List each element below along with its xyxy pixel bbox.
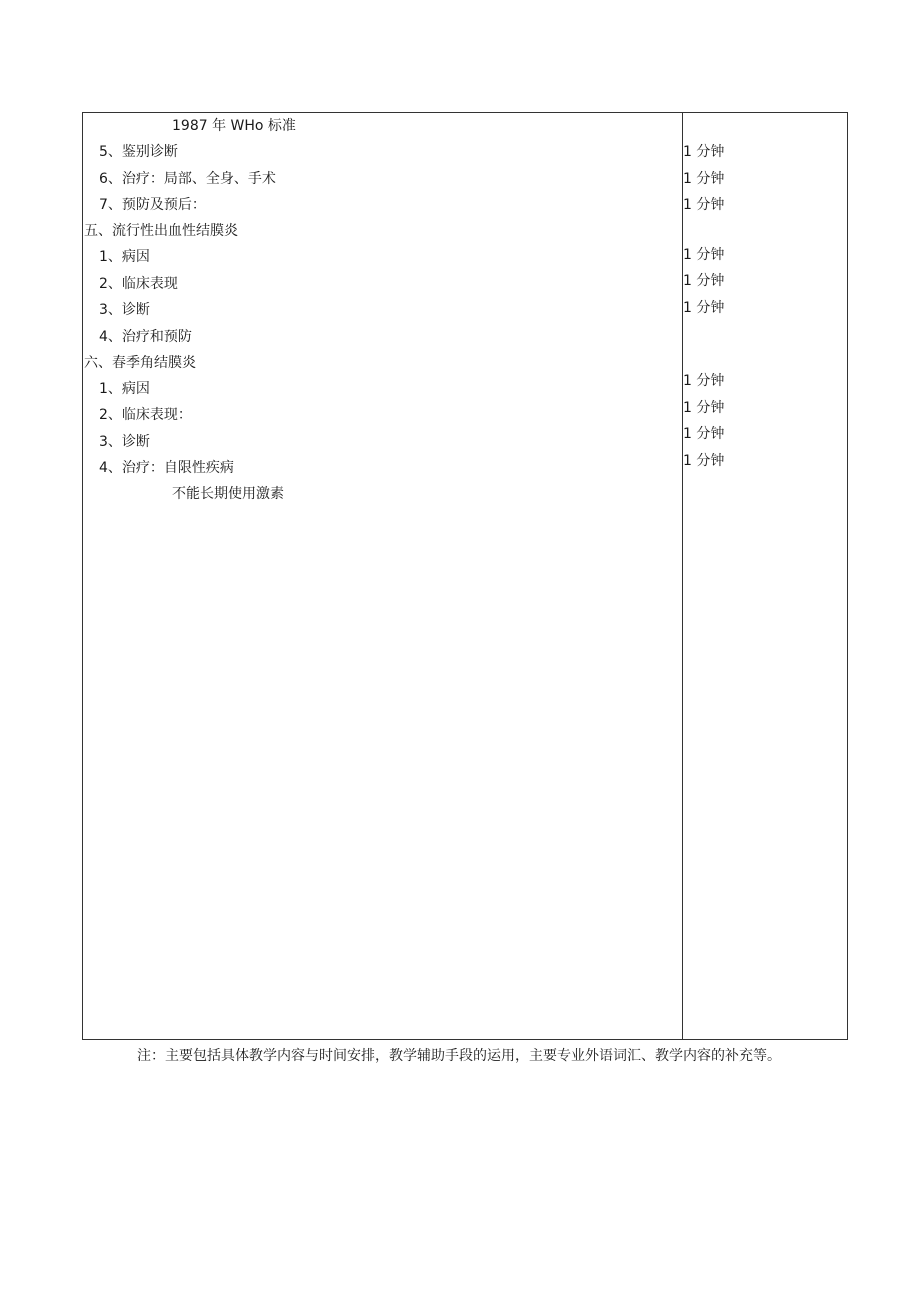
footnote: 注：主要包括具体教学内容与时间安排，教学辅助手段的运用，主要专业外语词汇、教学内容的补充等。 [137, 1048, 781, 1064]
content-line-treatment: 6、治疗：局部、全身、手术 [99, 171, 276, 187]
time-entry: 1 分钟 [683, 453, 725, 469]
content-line-clinical-manifestation: 2、临床表现： [99, 407, 192, 423]
time-entry: 1 分钟 [683, 300, 725, 316]
time-entry: 1 分钟 [683, 144, 725, 160]
content-line-etiology: 1、病因 [99, 381, 150, 397]
content-line-no-long-term-steroids: 不能长期使用激素 [172, 486, 284, 502]
content-line-diagnosis: 3、诊断 [99, 434, 150, 450]
time-entry: 1 分钟 [683, 273, 725, 289]
content-line-who-standard: 1987 年 WHo 标准 [172, 118, 296, 134]
content-line-diagnosis: 3、诊断 [99, 302, 150, 318]
lesson-table [82, 112, 848, 1040]
section-heading-ahc: 五、流行性出血性结膜炎 [84, 223, 238, 239]
time-entry: 1 分钟 [683, 197, 725, 213]
content-line-clinical-manifestation: 2、临床表现 [99, 276, 178, 292]
content-line-differential-diagnosis: 5、鉴别诊断 [99, 144, 178, 160]
content-line-treatment-prevention: 4、治疗和预防 [99, 329, 192, 345]
time-entry: 1 分钟 [683, 400, 725, 416]
content-line-etiology: 1、病因 [99, 249, 150, 265]
content-line-self-limiting: 4、治疗：自限性疾病 [99, 460, 234, 476]
time-entry: 1 分钟 [683, 247, 725, 263]
section-heading-vkc: 六、春季角结膜炎 [84, 355, 196, 371]
time-entry: 1 分钟 [683, 373, 725, 389]
time-entry: 1 分钟 [683, 171, 725, 187]
content-line-prevention-prognosis: 7、预防及预后： [99, 197, 206, 213]
time-entry: 1 分钟 [683, 426, 725, 442]
